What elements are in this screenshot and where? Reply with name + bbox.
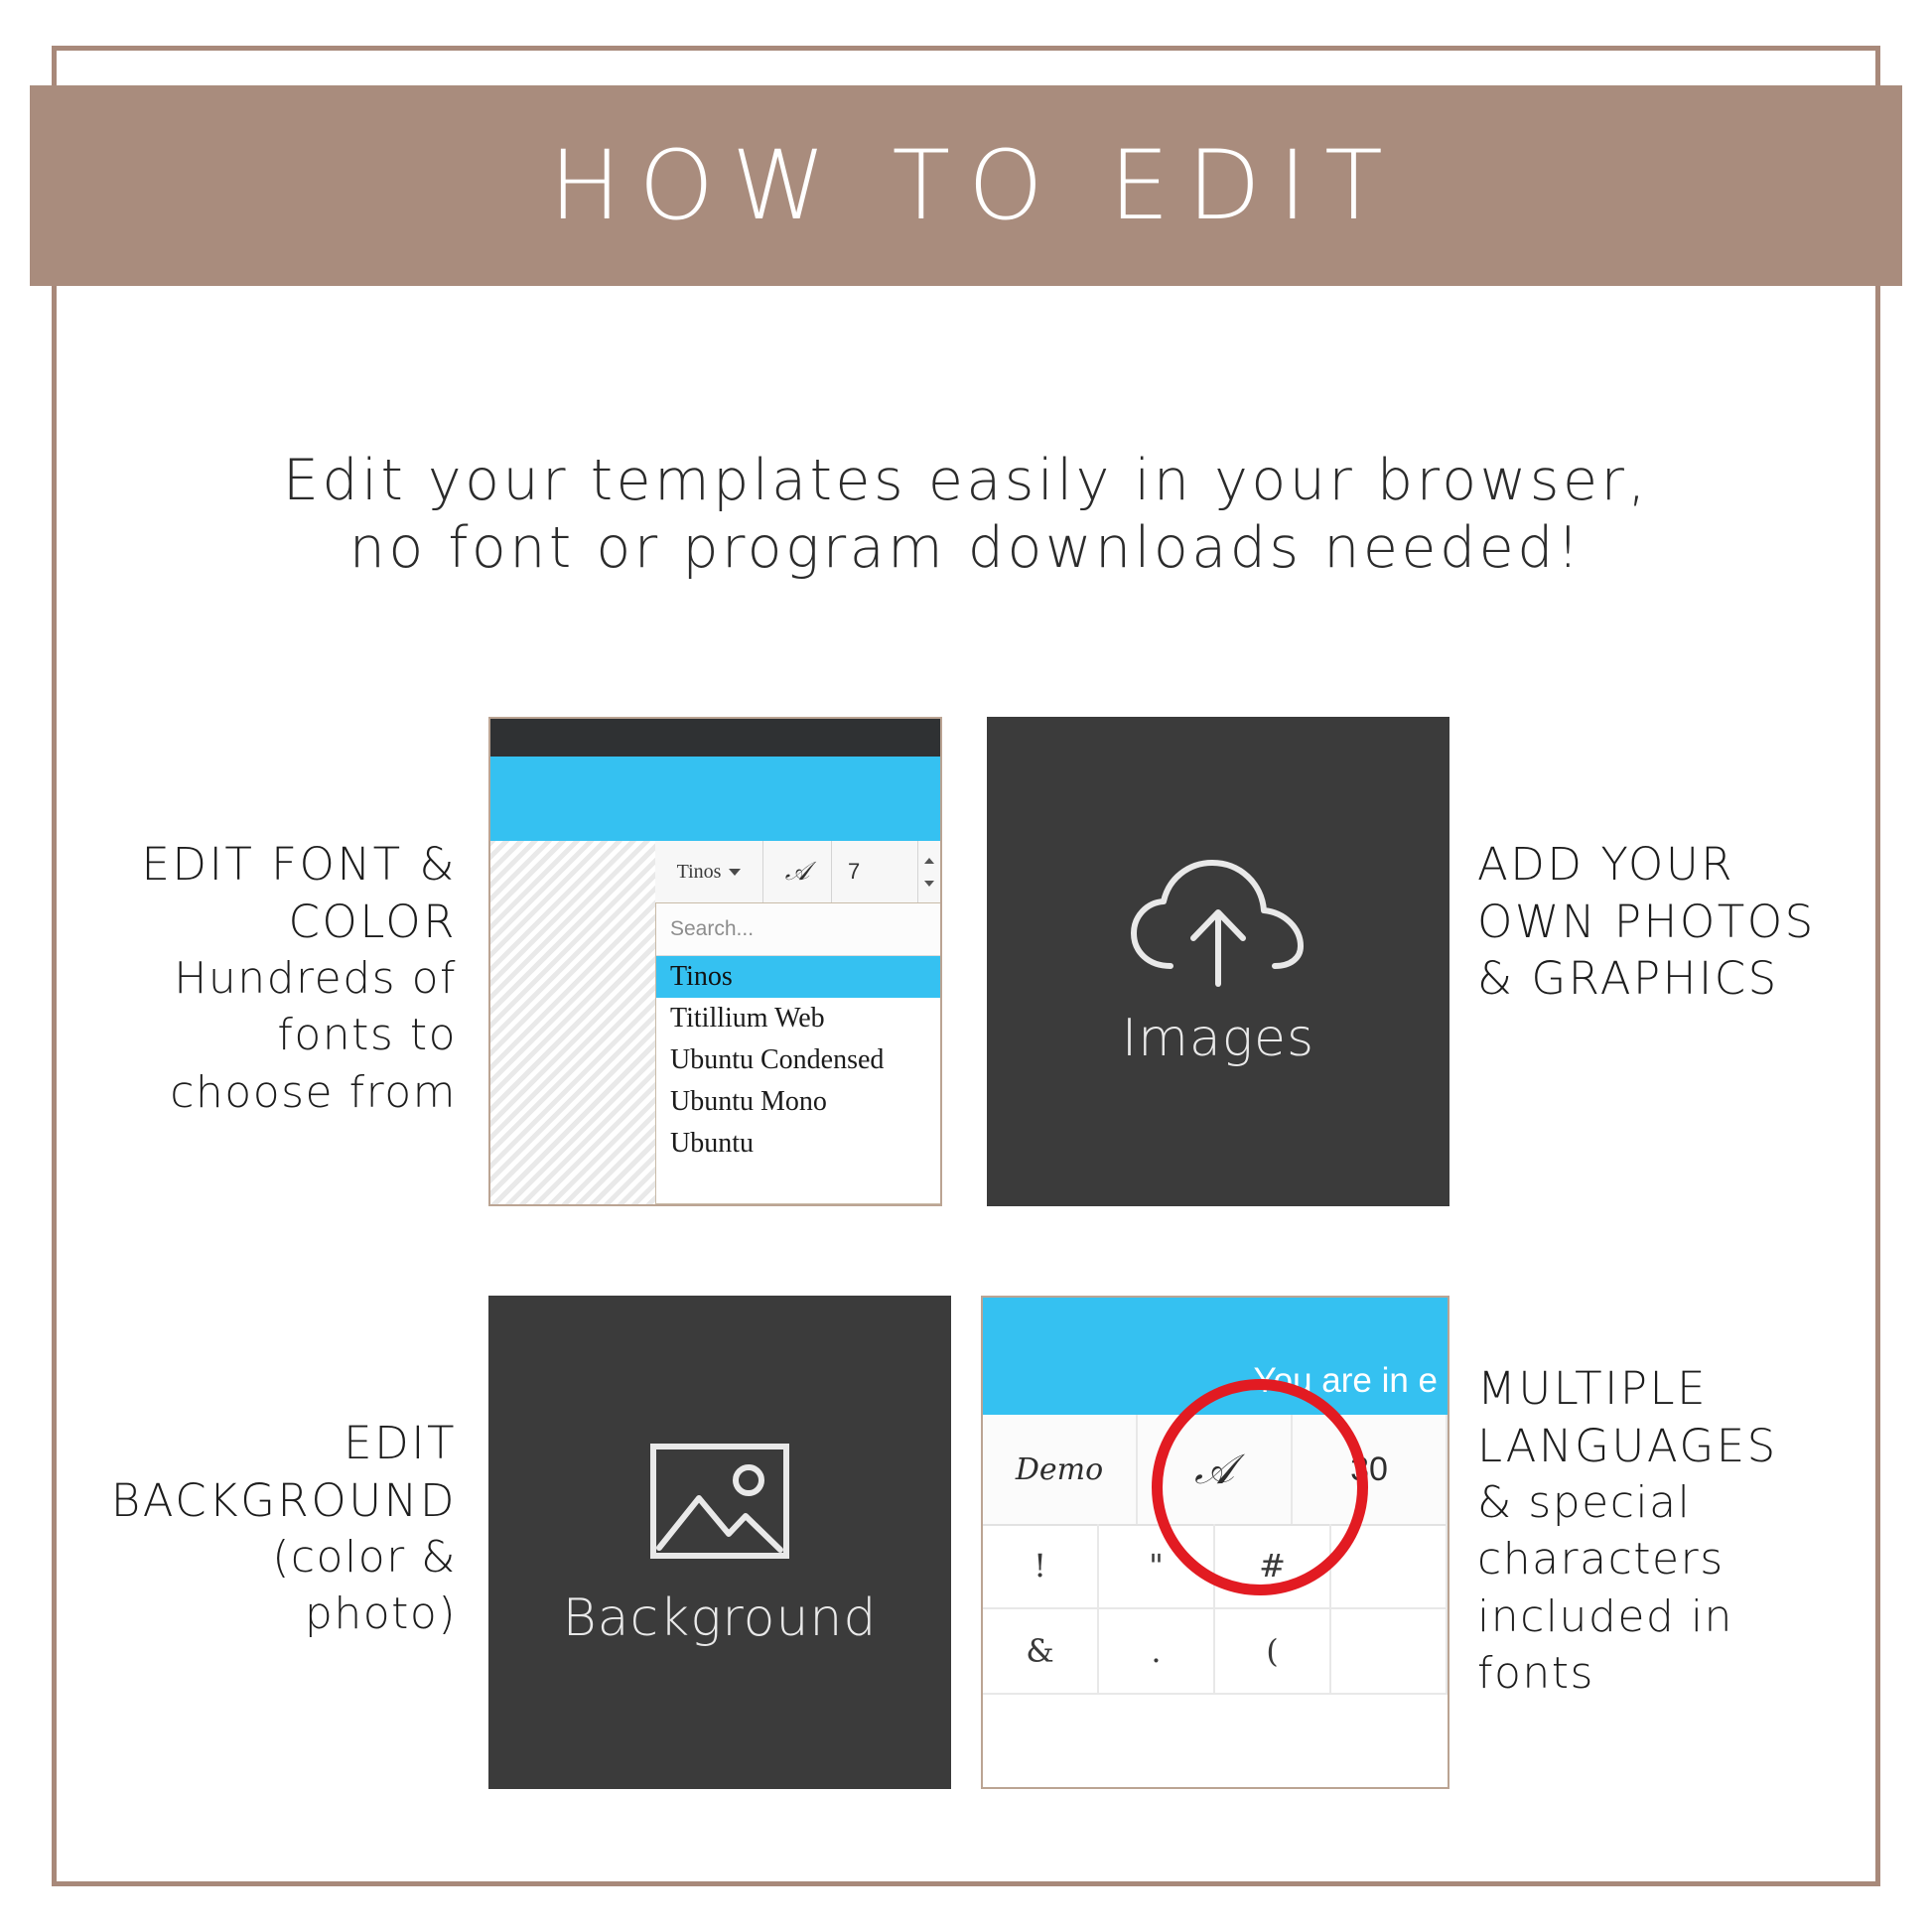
font-search-input[interactable] xyxy=(656,903,942,956)
font-size-input[interactable] xyxy=(832,841,918,902)
label-line: photo) xyxy=(304,1588,457,1640)
stepper-up-icon xyxy=(924,858,934,864)
font-list-item-ubuntu-mono[interactable]: Ubuntu Mono xyxy=(670,1086,827,1117)
character-key[interactable]: & xyxy=(983,1609,1099,1695)
label-edit-font-color xyxy=(60,836,457,1121)
label-line: included in xyxy=(1477,1590,1733,1642)
label-edit-background xyxy=(60,1415,457,1643)
subtitle-line-1: Edit your templates easily in your browser, xyxy=(282,448,1650,513)
label-line: fonts xyxy=(1477,1647,1594,1699)
label-line: COLOR xyxy=(288,895,457,948)
label-line: Hundreds of xyxy=(174,953,457,1005)
label-line: & GRAPHICS xyxy=(1477,952,1779,1006)
font-list-item-tinos[interactable]: Tinos xyxy=(656,956,942,998)
font-size-value: 7 xyxy=(848,859,861,884)
background-card-caption: Background xyxy=(562,1588,878,1648)
images-card-caption: Images xyxy=(1121,1009,1315,1068)
label-add-photos xyxy=(1477,836,1894,1008)
label-line: choose from xyxy=(170,1066,457,1118)
background-tool-card[interactable] xyxy=(488,1296,951,1789)
font-family-select[interactable] xyxy=(655,841,763,902)
label-line: LANGUAGES xyxy=(1477,1419,1778,1472)
font-family-value: Tinos xyxy=(676,860,722,883)
editor-top-bar xyxy=(490,719,940,757)
special-characters-screenshot xyxy=(981,1296,1449,1789)
label-line: (color & xyxy=(272,1532,457,1584)
font-picker-screenshot xyxy=(488,717,942,1206)
font-search-placeholder: Search... xyxy=(670,917,755,940)
character-key[interactable] xyxy=(1331,1609,1448,1695)
label-line: EDIT xyxy=(344,1417,457,1469)
banner-text: You are in e xyxy=(1253,1361,1438,1400)
italic-a-icon[interactable]: 𝒜 xyxy=(1138,1415,1293,1524)
title-banner xyxy=(30,85,1902,286)
font-list-item-ubuntu-condensed[interactable]: Ubuntu Condensed xyxy=(670,1044,885,1075)
character-key[interactable]: " xyxy=(1099,1524,1215,1609)
label-line: EDIT FONT & xyxy=(141,838,457,891)
font-family-value[interactable]: Demo xyxy=(983,1415,1138,1524)
font-size-stepper[interactable] xyxy=(918,841,941,902)
label-line: ADD YOUR xyxy=(1477,838,1735,891)
stepper-down-icon xyxy=(924,881,934,887)
page-title: HOW TO EDIT xyxy=(549,130,1401,241)
character-key[interactable]: . xyxy=(1099,1609,1215,1695)
label-line: & special xyxy=(1477,1477,1692,1529)
chevron-down-icon xyxy=(729,869,741,876)
color-swatch-black[interactable] xyxy=(941,841,942,902)
font-list-item-ubuntu[interactable]: Ubuntu xyxy=(670,1128,754,1159)
character-key[interactable]: ! xyxy=(983,1524,1099,1609)
character-key[interactable]: # xyxy=(1215,1524,1331,1609)
label-line: BACKGROUND xyxy=(110,1473,457,1527)
images-tool-card[interactable] xyxy=(987,717,1449,1206)
label-line: MULTIPLE xyxy=(1477,1362,1709,1415)
italic-a-icon[interactable]: 𝒜 xyxy=(763,841,832,902)
subtitle xyxy=(109,447,1823,583)
editor-blue-banner xyxy=(490,757,940,841)
font-dropdown xyxy=(655,902,942,1204)
font-toolbar xyxy=(655,841,942,903)
label-line: characters xyxy=(1477,1534,1725,1586)
cloud-upload-icon xyxy=(1124,855,1312,999)
label-line: OWN PHOTOS xyxy=(1477,895,1816,948)
character-key[interactable]: ( xyxy=(1215,1609,1331,1695)
label-line: fonts to xyxy=(277,1010,457,1061)
label-multiple-languages xyxy=(1477,1360,1894,1702)
font-list-item-titillium-web[interactable]: Titillium Web xyxy=(670,1003,825,1034)
font-size-value[interactable]: 30 xyxy=(1293,1415,1448,1524)
subtitle-line-2: no font or program downloads needed! xyxy=(348,515,1584,582)
picture-icon xyxy=(645,1437,794,1571)
highlight-circle-annotation xyxy=(1152,1379,1368,1595)
